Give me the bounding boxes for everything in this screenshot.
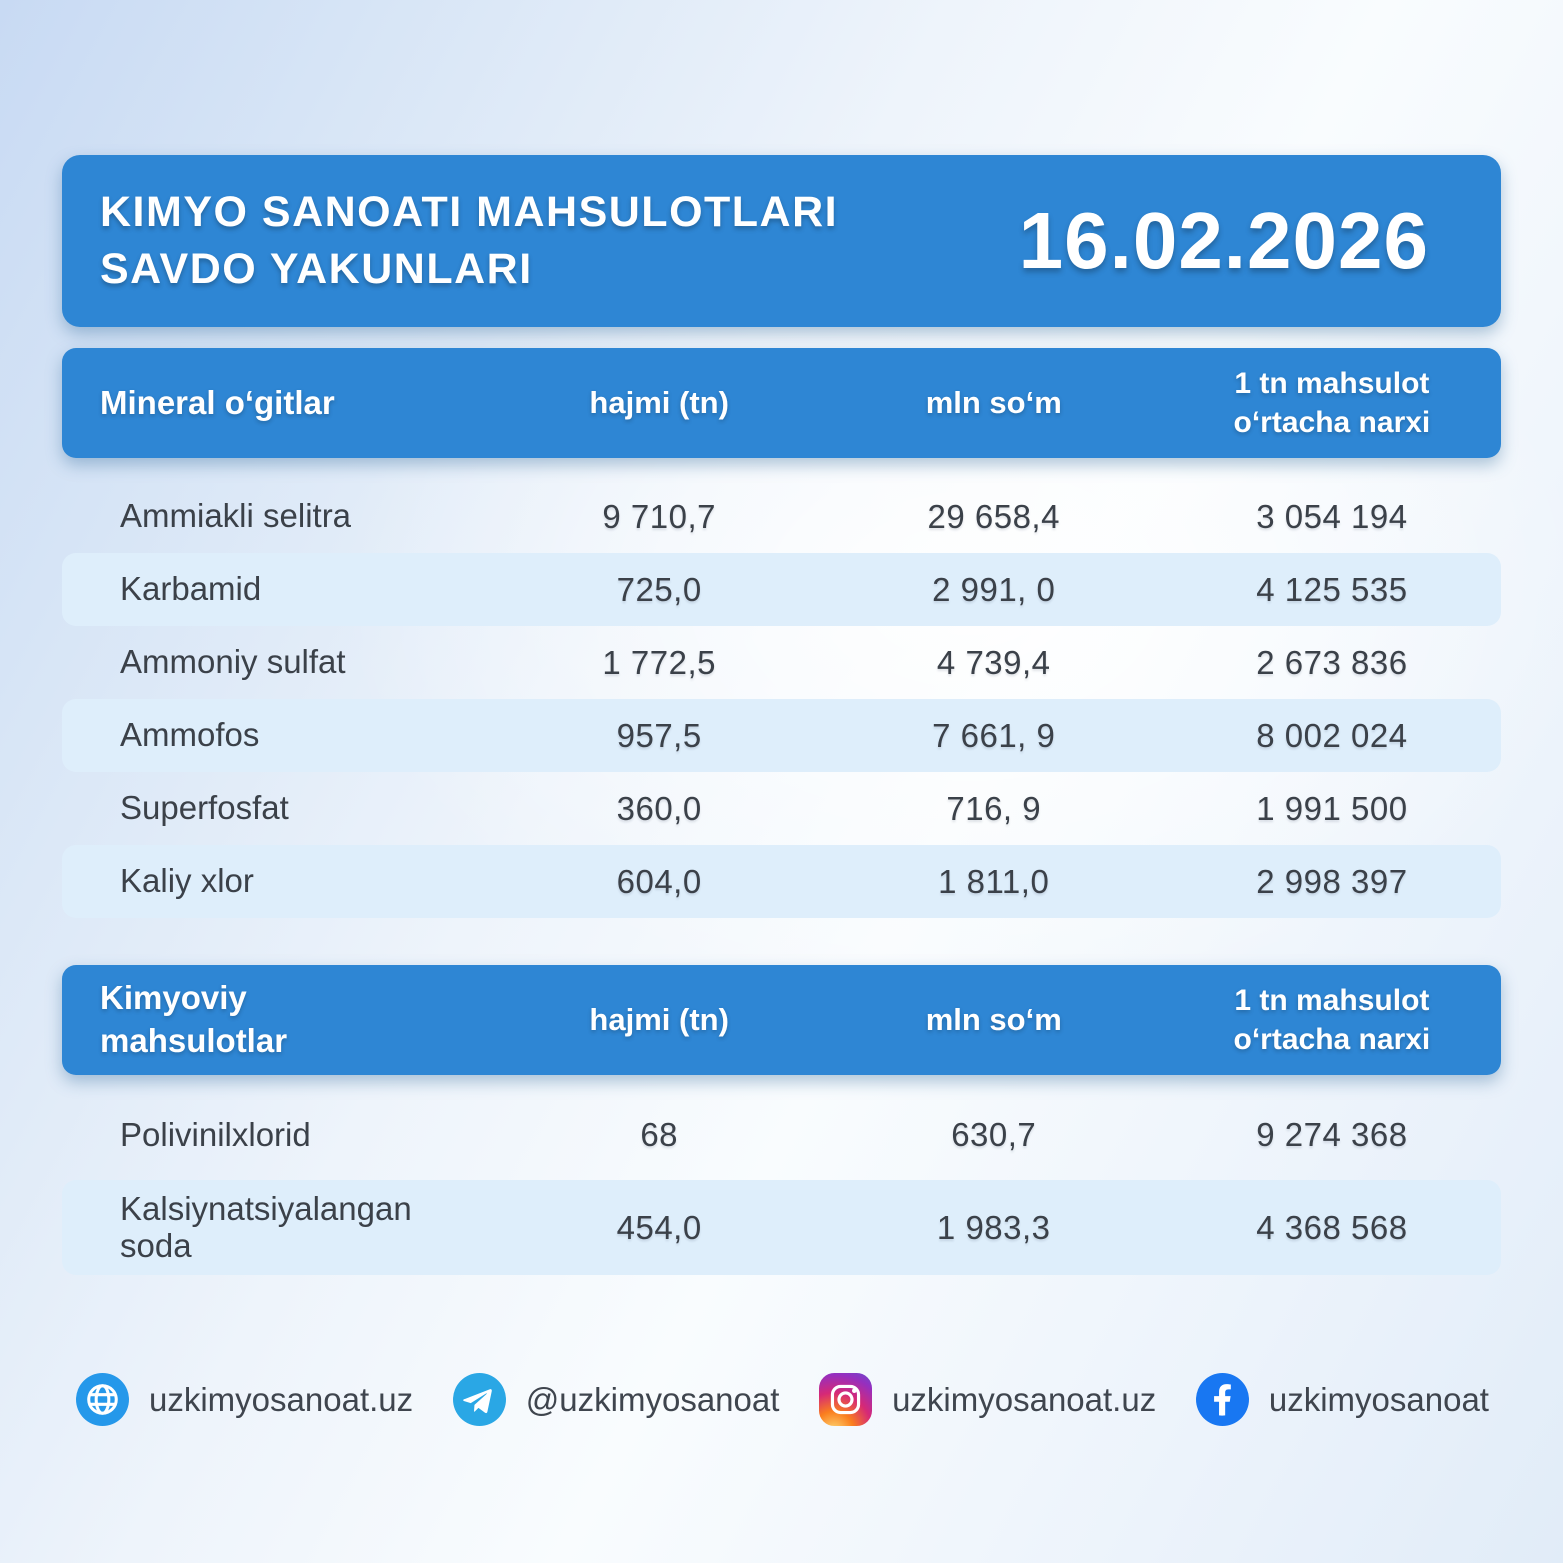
instagram-handle: uzkimyosanoat.uz <box>892 1380 1157 1418</box>
mineral-table-rows <box>62 458 1501 918</box>
product-name-cell: Kaliy xlor <box>120 862 254 900</box>
table-row <box>62 1180 1501 1275</box>
product-name-cell: Superfosfat <box>120 789 289 827</box>
facebook-icon <box>1196 1373 1249 1426</box>
product-name-cell: Kalsiynatsiyalangan soda <box>120 1189 412 1264</box>
facebook-link[interactable] <box>1196 1373 1489 1426</box>
table-row <box>62 553 1501 626</box>
instagram-link[interactable] <box>819 1373 1156 1426</box>
table-row <box>62 1090 1501 1180</box>
column-header-hajmi: hajmi (tn) <box>589 385 729 420</box>
poster-date: 16.02.2026 <box>1018 196 1429 285</box>
mln-cell: 7 661, 9 <box>932 716 1056 754</box>
column-header-mln: mln so‘m <box>925 1002 1062 1037</box>
narx-cell: 8 002 024 <box>1256 716 1408 754</box>
hajmi-cell: 725,0 <box>616 570 702 608</box>
product-name-cell: Ammiakli selitra <box>120 497 352 535</box>
telegram-handle: @uzkimyosanoat <box>525 1380 780 1418</box>
mineral-table <box>62 348 1501 918</box>
narx-cell: 4 368 568 <box>1256 1208 1408 1246</box>
title-band <box>62 155 1501 327</box>
mln-cell: 4 739,4 <box>936 643 1051 681</box>
hajmi-cell: 360,0 <box>616 789 702 827</box>
hajmi-cell: 957,5 <box>616 716 702 754</box>
chemical-table-rows <box>62 1075 1501 1275</box>
telegram-link[interactable] <box>453 1373 780 1426</box>
narx-cell: 3 054 194 <box>1256 497 1408 535</box>
hajmi-cell: 604,0 <box>616 862 702 900</box>
product-name-cell: Polivinilxlorid <box>120 1115 311 1153</box>
table-row <box>62 845 1501 918</box>
narx-cell: 2 998 397 <box>1256 862 1408 900</box>
hajmi-cell: 68 <box>640 1116 679 1153</box>
product-name-cell: Karbamid <box>120 570 262 608</box>
chemical-table-header <box>62 965 1501 1075</box>
mln-cell: 1 983,3 <box>936 1208 1051 1246</box>
telegram-icon <box>453 1373 506 1426</box>
mln-cell: 716, 9 <box>946 789 1042 827</box>
hajmi-cell: 9 710,7 <box>602 497 716 535</box>
facebook-handle: uzkimyosanoat <box>1268 1380 1489 1418</box>
website-label: uzkimyosanoat.uz <box>149 1380 414 1418</box>
website-link[interactable] <box>76 1373 413 1426</box>
hajmi-cell: 454,0 <box>616 1208 702 1246</box>
product-name-cell: Ammoniy sulfat <box>120 643 346 681</box>
mln-cell: 630,7 <box>951 1116 1037 1153</box>
table-row <box>62 772 1501 845</box>
table-row <box>62 626 1501 699</box>
mln-cell: 1 811,0 <box>938 862 1050 900</box>
poster-title-line1: KIMYO SANOATI MAHSULOTLARI <box>100 188 839 237</box>
narx-cell: 1 991 500 <box>1256 789 1408 827</box>
narx-cell: 4 125 535 <box>1256 570 1408 608</box>
table-title: Mineral o‘gitlar <box>100 383 335 421</box>
globe-icon <box>76 1373 129 1426</box>
footer-socials <box>62 1373 1501 1426</box>
instagram-icon <box>819 1373 872 1426</box>
poster-title-line2: SAVDO YAKUNLARI <box>100 245 533 293</box>
product-name-cell: Ammofos <box>120 716 260 754</box>
mln-cell: 2 991, 0 <box>932 570 1056 608</box>
hajmi-cell: 1 772,5 <box>602 643 716 681</box>
mineral-table-header <box>62 348 1501 458</box>
poster-title <box>100 184 838 298</box>
narx-cell: 9 274 368 <box>1256 1116 1408 1153</box>
column-header-hajmi: hajmi (tn) <box>589 1002 729 1037</box>
table-row <box>62 699 1501 772</box>
column-header-mln: mln so‘m <box>925 385 1062 420</box>
column-header-narx: 1 tn mahsulot o‘rtacha narxi <box>1233 984 1431 1056</box>
narx-cell: 2 673 836 <box>1256 643 1408 681</box>
table-row <box>62 480 1501 553</box>
column-header-narx: 1 tn mahsulot o‘rtacha narxi <box>1233 367 1431 439</box>
chemical-table <box>62 965 1501 1275</box>
mln-cell: 29 658,4 <box>927 497 1060 535</box>
table-title: Kimyoviy mahsulotlar <box>100 979 288 1059</box>
